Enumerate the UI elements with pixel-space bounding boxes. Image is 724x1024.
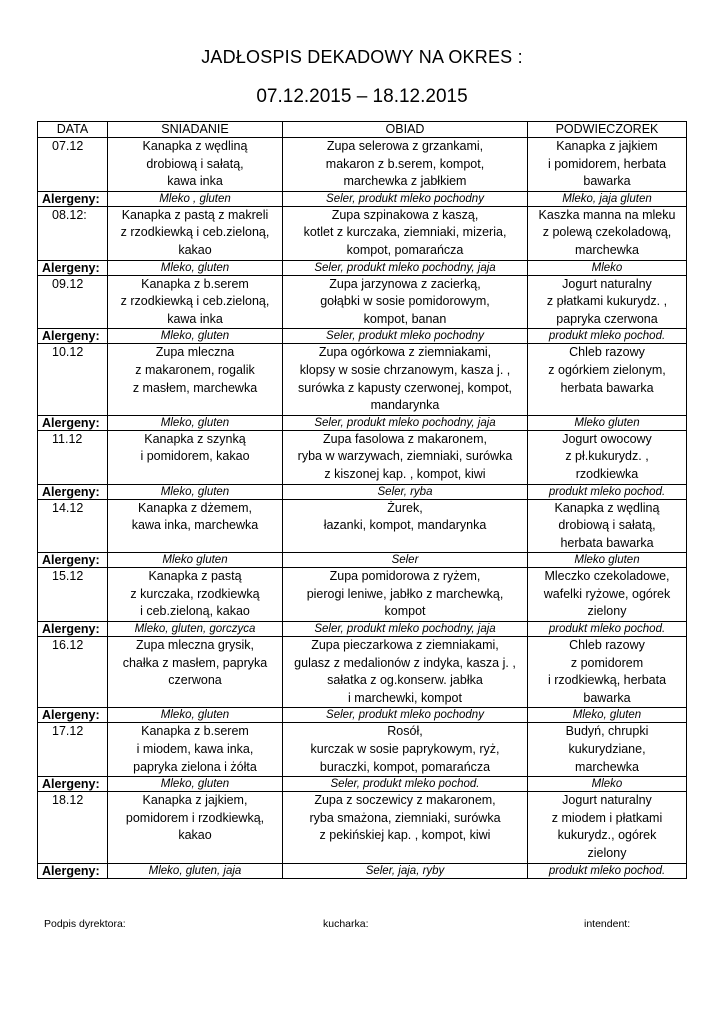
dinner-cell: Zupa selerowa z grzankami, makaron z b.serem, kompot, marchewka z jabłkiem <box>283 138 528 192</box>
dinner-cell: Zupa z soczewicy z makaronem, ryba smażona, ziemniaki, surówka z pekińskiej kap. , kompot, kiwi <box>283 792 528 863</box>
allergen-dinner: Seler, produkt mleko pochodny <box>283 708 528 723</box>
snack-cell: Jogurt naturalny z płatkami kukurydz. , papryka czerwona <box>528 275 687 329</box>
breakfast-cell: Kanapka z dżemem, kawa inka, marchewka <box>108 499 283 553</box>
allergen-dinner: Seler, produkt mleko pochodny, jaja <box>283 260 528 275</box>
allergen-label: Alergeny: <box>38 484 108 499</box>
snack-cell: Jogurt owocowy z pł.kukurydz. , rzodkiewka <box>528 430 687 484</box>
snack-cell: Jogurt naturalny z miodem i płatkami kukurydz., ogórek zielony <box>528 792 687 863</box>
day-date: 09.12 <box>38 275 108 329</box>
snack-cell: Kaszka manna na mleku z polewą czekoladową, marchewka <box>528 206 687 260</box>
dinner-cell: Zupa fasolowa z makaronem, ryba w warzywach, ziemniaki, surówka z kiszonej kap. , kompot, kiwi <box>283 430 528 484</box>
allergen-breakfast: Mleko, gluten <box>108 415 283 430</box>
day-date: 10.12 <box>38 344 108 415</box>
allergen-snack: Mleko <box>528 260 687 275</box>
header-snack: PODWIECZOREK <box>528 122 687 138</box>
day-date: 11.12 <box>38 430 108 484</box>
day-date: 15.12 <box>38 568 108 622</box>
allergen-row <box>38 708 687 723</box>
snack-cell: Kanapka z wędliną drobiową i sałatą, herbata bawarka <box>528 499 687 553</box>
allergen-dinner: Seler, produkt mleko pochod. <box>283 777 528 792</box>
day-row <box>38 275 687 329</box>
allergen-row <box>38 777 687 792</box>
allergen-row <box>38 415 687 430</box>
allergen-snack: Mleko gluten <box>528 553 687 568</box>
dinner-cell: Zupa pieczarkowa z ziemniakami, gulasz z medalionów z indyka, kasza j. , sałatka z og.konserw. jabłka i marchewki, kompot <box>283 637 528 708</box>
breakfast-cell: Zupa mleczna z makaronem, rogalik z masłem, marchewka <box>108 344 283 415</box>
day-date: 17.12 <box>38 723 108 777</box>
page-title: JADŁOSPIS DEKADOWY NA OKRES : <box>201 47 523 67</box>
allergen-dinner: Seler, ryba <box>283 484 528 499</box>
day-date: 07.12 <box>38 138 108 192</box>
allergen-label: Alergeny: <box>38 260 108 275</box>
allergen-row <box>38 329 687 344</box>
snack-cell: Mleczko czekoladowe, wafelki ryżowe, ogórek zielony <box>528 568 687 622</box>
allergen-snack: Mleko <box>528 777 687 792</box>
allergen-label: Alergeny: <box>38 553 108 568</box>
allergen-row <box>38 622 687 637</box>
breakfast-cell: Kanapka z pastą z makreli z rzodkiewką i ceb.zieloną, kakao <box>108 206 283 260</box>
dinner-cell: Rosół, kurczak w sosie paprykowym, ryż, buraczki, kompot, pomarańcza <box>283 723 528 777</box>
allergen-breakfast: Mleko, gluten <box>108 329 283 344</box>
allergen-snack: Mleko, jaja gluten <box>528 191 687 206</box>
day-date: 14.12 <box>38 499 108 553</box>
snack-cell: Budyń, chrupki kukurydziane, marchewka <box>528 723 687 777</box>
menu-table <box>37 121 687 879</box>
breakfast-cell: Kanapka z wędliną drobiową i sałatą, kawa inka <box>108 138 283 192</box>
allergen-snack: produkt mleko pochod. <box>528 329 687 344</box>
allergen-label: Alergeny: <box>38 863 108 878</box>
allergen-label: Alergeny: <box>38 777 108 792</box>
day-row <box>38 206 687 260</box>
allergen-snack: produkt mleko pochod. <box>528 622 687 637</box>
allergen-row <box>38 484 687 499</box>
allergen-breakfast: Mleko, gluten, gorczyca <box>108 622 283 637</box>
allergen-breakfast: Mleko gluten <box>108 553 283 568</box>
dinner-cell: Zupa szpinakowa z kaszą, kotlet z kurczaka, ziemniaki, mizeria, kompot, pomarańcza <box>283 206 528 260</box>
director-signature-label: Podpis dyrektora: <box>44 918 126 930</box>
header-date: DATA <box>38 122 108 138</box>
allergen-label: Alergeny: <box>38 415 108 430</box>
day-date: 08.12: <box>38 206 108 260</box>
header-dinner: OBIAD <box>283 122 528 138</box>
table-header-row <box>38 122 687 138</box>
breakfast-cell: Kanapka z jajkiem, pomidorem i rzodkiewką, kakao <box>108 792 283 863</box>
breakfast-cell: Kanapka z b.serem z rzodkiewką i ceb.zieloną, kawa inka <box>108 275 283 329</box>
allergen-breakfast: Mleko, gluten <box>108 484 283 499</box>
allergen-snack: produkt mleko pochod. <box>528 863 687 878</box>
breakfast-cell: Kanapka z b.serem i miodem, kawa inka, papryka zielona i żółta <box>108 723 283 777</box>
snack-cell: Kanapka z jajkiem i pomidorem, herbata bawarka <box>528 138 687 192</box>
dinner-cell: Żurek, łazanki, kompot, mandarynka <box>283 499 528 553</box>
day-date: 18.12 <box>38 792 108 863</box>
day-row <box>38 499 687 553</box>
allergen-label: Alergeny: <box>38 329 108 344</box>
allergen-row <box>38 260 687 275</box>
allergen-dinner: Seler, produkt mleko pochodny, jaja <box>283 415 528 430</box>
cook-signature-label: kucharka: <box>323 918 369 930</box>
allergen-dinner: Seler <box>283 553 528 568</box>
snack-cell: Chleb razowy z ogórkiem zielonym, herbata bawarka <box>528 344 687 415</box>
day-row <box>38 430 687 484</box>
header-breakfast: SNIADANIE <box>108 122 283 138</box>
day-row <box>38 568 687 622</box>
allergen-row <box>38 191 687 206</box>
allergen-dinner: Seler, produkt mleko pochodny <box>283 329 528 344</box>
day-row <box>38 792 687 863</box>
day-date: 16.12 <box>38 637 108 708</box>
day-row <box>38 344 687 415</box>
allergen-breakfast: Mleko, gluten <box>108 260 283 275</box>
allergen-dinner: Seler, produkt mleko pochodny, jaja <box>283 622 528 637</box>
allergen-breakfast: Mleko, gluten <box>108 777 283 792</box>
menu-body <box>38 138 687 879</box>
allergen-dinner: Seler, produkt mleko pochodny <box>283 191 528 206</box>
allergen-breakfast: Mleko, gluten, jaja <box>108 863 283 878</box>
day-row <box>38 637 687 708</box>
allergen-breakfast: Mleko , gluten <box>108 191 283 206</box>
steward-signature-label: intendent: <box>584 918 631 930</box>
allergen-dinner: Seler, jaja, ryby <box>283 863 528 878</box>
dinner-cell: Zupa pomidorowa z ryżem, pierogi leniwe, jabłko z marchewką, kompot <box>283 568 528 622</box>
breakfast-cell: Zupa mleczna grysik, chałka z masłem, papryka czerwona <box>108 637 283 708</box>
snack-cell: Chleb razowy z pomidorem i rzodkiewką, herbata bawarka <box>528 637 687 708</box>
allergen-snack: produkt mleko pochod. <box>528 484 687 499</box>
allergen-row <box>38 553 687 568</box>
breakfast-cell: Kanapka z szynką i pomidorem, kakao <box>108 430 283 484</box>
allergen-breakfast: Mleko, gluten <box>108 708 283 723</box>
day-row <box>38 138 687 192</box>
allergen-row <box>38 863 687 878</box>
allergen-label: Alergeny: <box>38 622 108 637</box>
allergen-snack: Mleko gluten <box>528 415 687 430</box>
period-range: 07.12.2015 – 18.12.2015 <box>256 86 468 107</box>
day-row <box>38 723 687 777</box>
dinner-cell: Zupa ogórkowa z ziemniakami, klopsy w sosie chrzanowym, kasza j. , surówka z kapusty czerwonej, kompot, mandarynka <box>283 344 528 415</box>
breakfast-cell: Kanapka z pastą z kurczaka, rzodkiewką i ceb.zieloną, kakao <box>108 568 283 622</box>
allergen-label: Alergeny: <box>38 191 108 206</box>
allergen-label: Alergeny: <box>38 708 108 723</box>
allergen-snack: Mleko, gluten <box>528 708 687 723</box>
dinner-cell: Zupa jarzynowa z zacierką, gołąbki w sosie pomidorowym, kompot, banan <box>283 275 528 329</box>
